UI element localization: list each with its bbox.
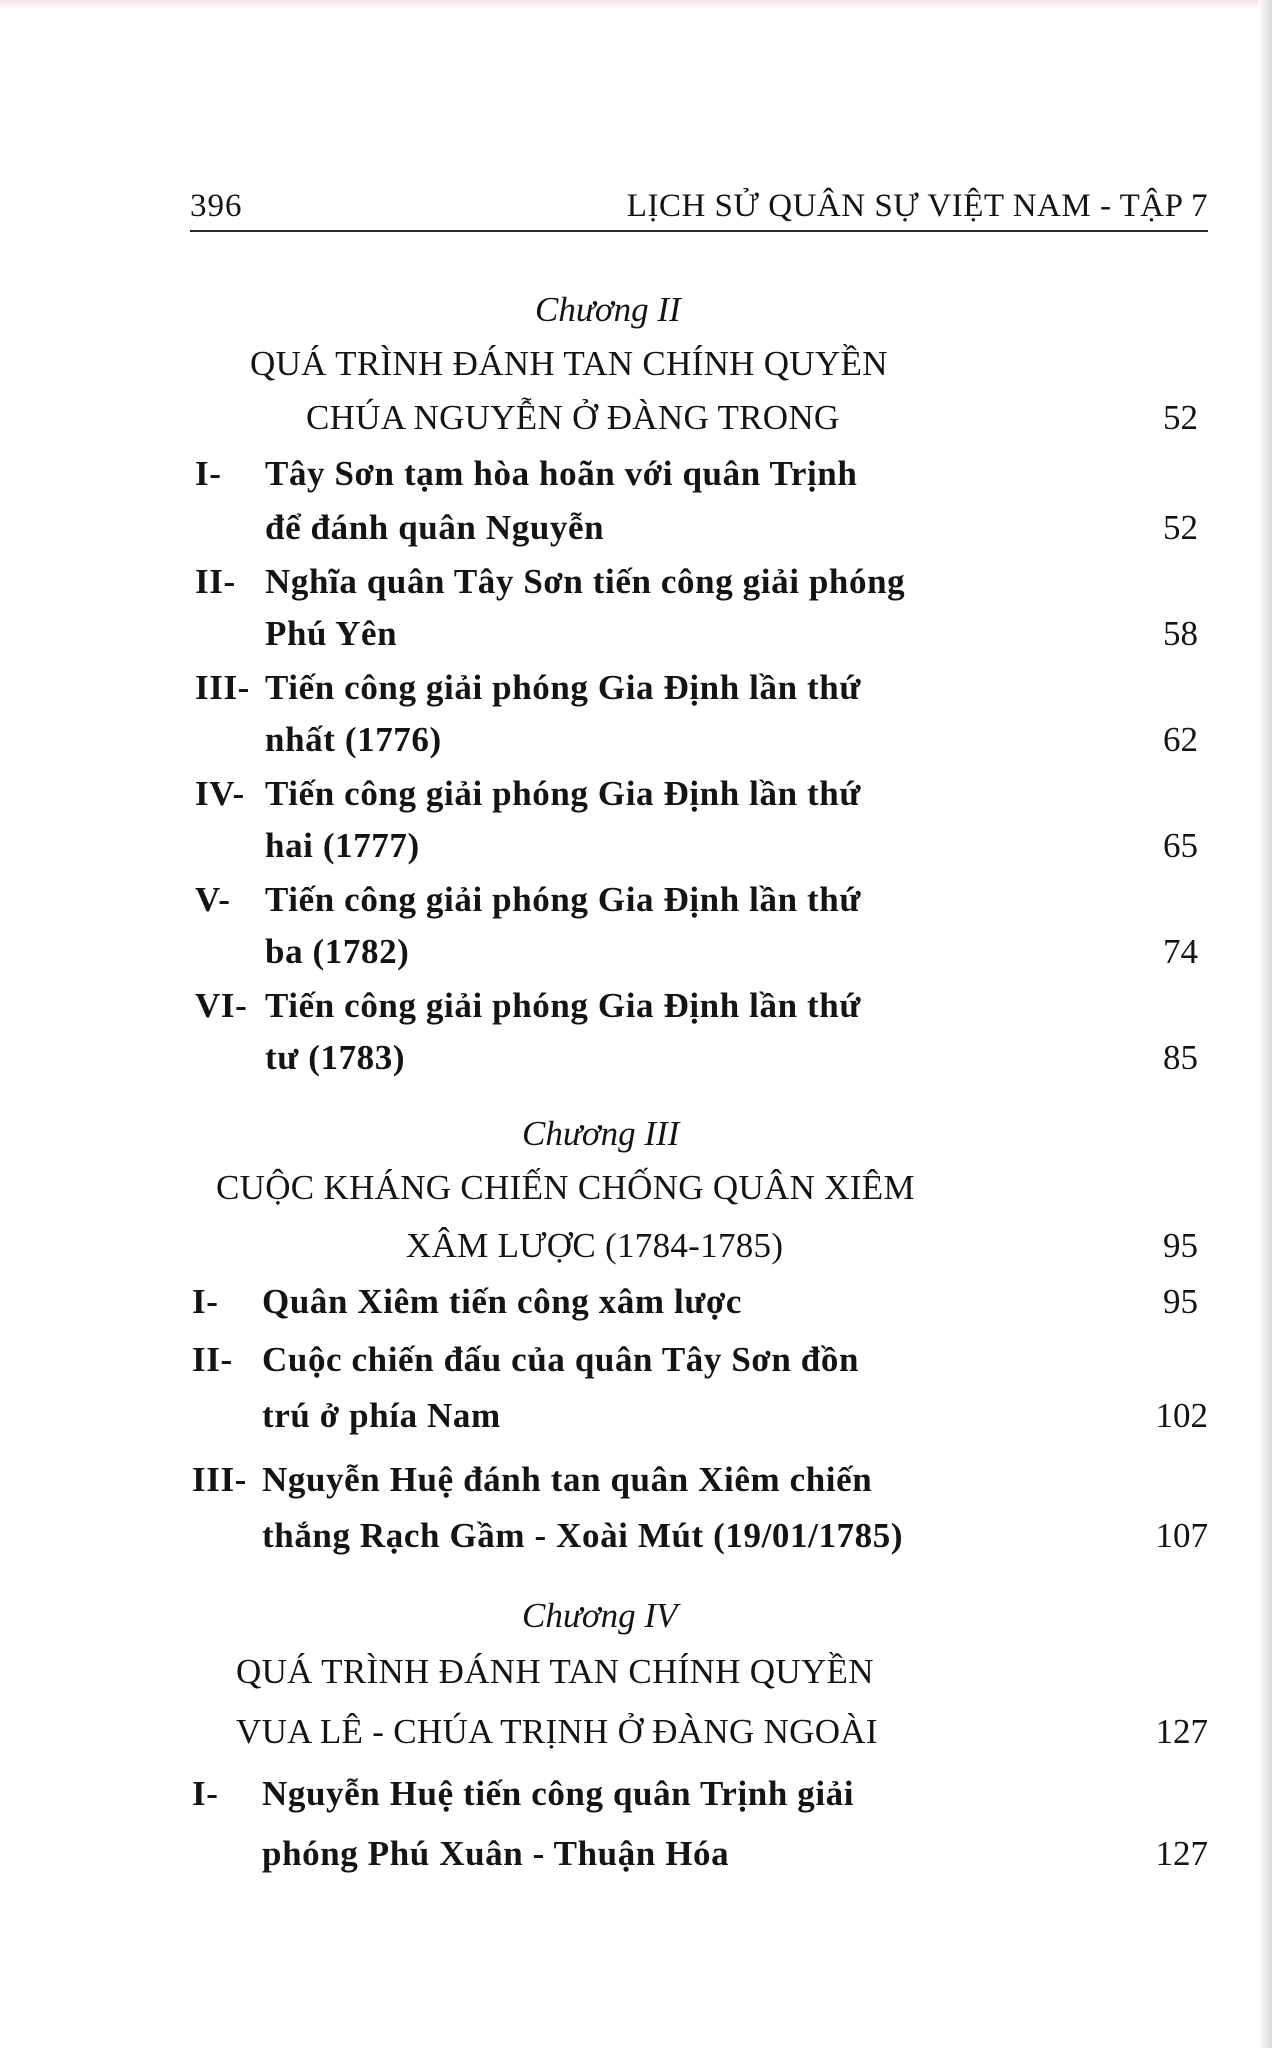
chapter-title-line: QUÁ TRÌNH ĐÁNH TAN CHÍNH QUYỀN bbox=[250, 344, 888, 383]
toc-entry-page: 127 bbox=[1155, 1834, 1208, 1873]
toc-entry-text: để đánh quân Nguyễn bbox=[265, 508, 605, 547]
toc-entry-text: Nguyễn Huệ đánh tan quân Xiêm chiến bbox=[262, 1460, 873, 1499]
page-binding-shadow bbox=[1258, 0, 1272, 2048]
toc-entry-page: 58 bbox=[1163, 614, 1198, 653]
running-header bbox=[190, 180, 1208, 230]
chapter-title-line: QUÁ TRÌNH ĐÁNH TAN CHÍNH QUYỀN bbox=[236, 1652, 874, 1691]
toc-entry-text: Cuộc chiến đấu của quân Tây Sơn đồn bbox=[262, 1340, 860, 1379]
toc-entry-numeral: V- bbox=[195, 880, 231, 919]
chapter-label: Chương III bbox=[522, 1114, 680, 1153]
toc-entry-text: Tiến công giải phóng Gia Định lần thứ bbox=[265, 774, 861, 813]
toc-entry-text: Nguyễn Huệ tiến công quân Trịnh giải bbox=[262, 1774, 855, 1813]
toc-entry-text: phóng Phú Xuân - Thuận Hóa bbox=[262, 1834, 730, 1873]
toc-entry-text: Quân Xiêm tiến công xâm lược bbox=[262, 1282, 743, 1321]
toc-entry-numeral: IV- bbox=[195, 774, 245, 813]
toc-entry-page: 52 bbox=[1163, 508, 1198, 547]
toc-entry-numeral: II- bbox=[195, 562, 236, 601]
chapter-label: Chương IV bbox=[522, 1596, 678, 1635]
page-top-edge bbox=[0, 0, 1272, 10]
toc-entry-text: Phú Yên bbox=[265, 614, 398, 653]
toc-entry-text: hai (1777) bbox=[265, 826, 420, 865]
toc-entry-page: 65 bbox=[1163, 826, 1198, 865]
toc-entry-page: 85 bbox=[1163, 1038, 1198, 1077]
toc-entry-text: nhất (1776) bbox=[265, 720, 442, 759]
chapter-title-line: CHÚA NGUYỄN Ở ĐÀNG TRONG bbox=[306, 398, 840, 437]
toc-entry-numeral: I- bbox=[192, 1282, 219, 1321]
toc-entry-numeral: III- bbox=[192, 1460, 247, 1499]
toc-entry-text: Nghĩa quân Tây Sơn tiến công giải phóng bbox=[265, 562, 906, 601]
toc-entry-numeral: III- bbox=[195, 668, 250, 707]
chapter-page-number: 52 bbox=[1163, 398, 1198, 437]
book-title: LỊCH SỬ QUÂN SỰ VIỆT NAM - TẬP 7 bbox=[626, 188, 1208, 224]
toc-entry-numeral: VI- bbox=[195, 986, 248, 1025]
toc-entry-page: 107 bbox=[1155, 1516, 1208, 1555]
toc-entry-page: 74 bbox=[1163, 932, 1198, 971]
toc-entry-text: Tây Sơn tạm hòa hoãn với quân Trịnh bbox=[265, 454, 858, 493]
toc-entry-text: tư (1783) bbox=[265, 1038, 406, 1077]
toc-entry-text: Tiến công giải phóng Gia Định lần thứ bbox=[265, 880, 861, 919]
toc-entry-text: trú ở phía Nam bbox=[262, 1396, 501, 1435]
toc-entry-page: 62 bbox=[1163, 720, 1198, 759]
page-number: 396 bbox=[190, 188, 243, 224]
toc-entry-numeral: I- bbox=[192, 1774, 219, 1813]
toc-entry-text: thắng Rạch Gầm - Xoài Mút (19/01/1785) bbox=[262, 1516, 904, 1555]
header-rule bbox=[190, 230, 1208, 232]
toc-entry-text: ba (1782) bbox=[265, 932, 410, 971]
chapter-page-number: 127 bbox=[1155, 1712, 1208, 1751]
chapter-title-line: CUỘC KHÁNG CHIẾN CHỐNG QUÂN XIÊM bbox=[216, 1168, 915, 1207]
toc-entry-text: Tiến công giải phóng Gia Định lần thứ bbox=[265, 986, 861, 1025]
chapter-label: Chương II bbox=[535, 290, 681, 329]
toc-entry-page: 95 bbox=[1163, 1282, 1198, 1321]
chapter-title-line: XÂM LƯỢC (1784-1785) bbox=[406, 1226, 784, 1265]
toc-entry-text: Tiến công giải phóng Gia Định lần thứ bbox=[265, 668, 861, 707]
chapter-title-line: VUA LÊ - CHÚA TRỊNH Ở ĐÀNG NGOÀI bbox=[236, 1712, 878, 1751]
toc-entry-numeral: I- bbox=[195, 454, 222, 493]
toc-entry-numeral: II- bbox=[192, 1340, 233, 1379]
toc-entry-page: 102 bbox=[1155, 1396, 1208, 1435]
chapter-page-number: 95 bbox=[1163, 1226, 1198, 1265]
